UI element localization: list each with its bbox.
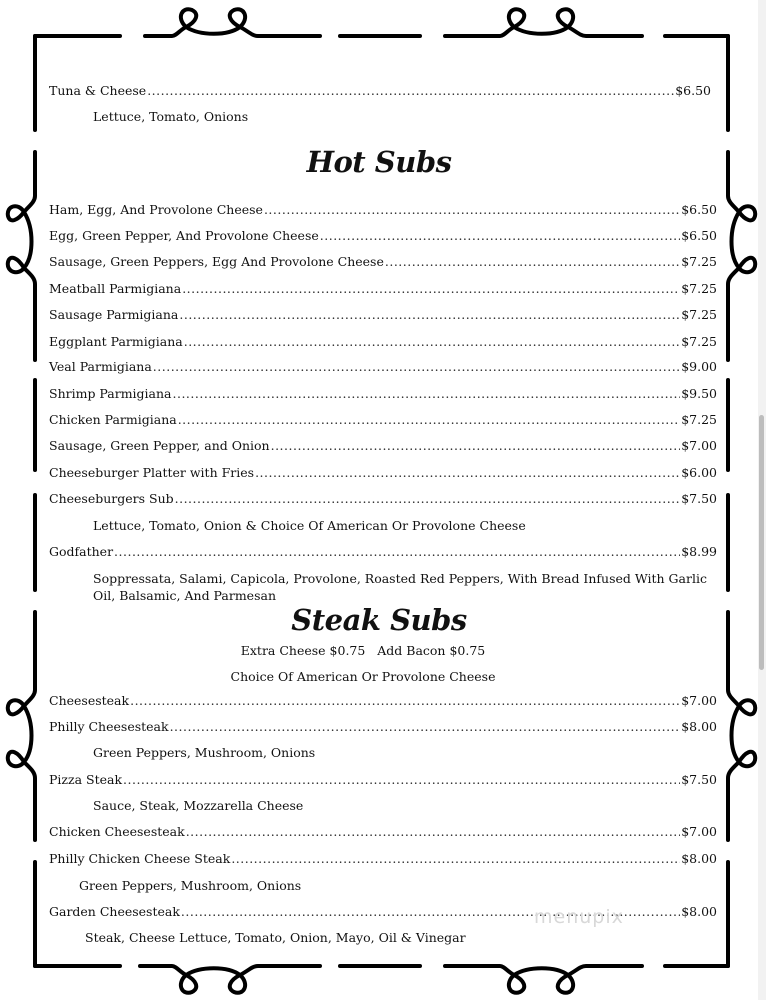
item-price: $9.00	[681, 359, 717, 374]
item-price: $6.50	[681, 202, 717, 217]
item-description: Green Peppers, Mushroom, Onions	[93, 745, 316, 760]
item-name: Godfather	[49, 544, 114, 559]
menu-item	[49, 718, 717, 736]
dot-leader	[123, 771, 680, 789]
menu-item	[49, 306, 717, 324]
item-name: Egg, Green Pepper, And Provolone Cheese	[49, 228, 319, 243]
item-price: $7.00	[681, 438, 717, 453]
item-name: Sausage, Green Peppers, Egg And Provolone Cheese	[49, 254, 384, 269]
item-name: Sausage Parmigiana	[49, 307, 179, 322]
dot-leader	[147, 82, 674, 100]
dot-leader	[385, 253, 680, 271]
menu-item	[49, 771, 717, 789]
dot-leader	[231, 850, 680, 868]
section-title-steak-subs: Steak Subs	[291, 603, 467, 637]
item-description: Steak, Cheese Lettuce, Tomato, Onion, Mayo, Oil & Vinegar	[85, 930, 466, 945]
menu-item	[49, 543, 717, 561]
menu-item	[49, 280, 717, 298]
watermark: menupix	[534, 906, 624, 928]
dot-leader	[320, 227, 680, 245]
item-price: $7.25	[681, 254, 717, 269]
menu-item	[49, 227, 717, 245]
dot-leader	[264, 201, 680, 219]
dot-leader	[173, 385, 681, 403]
item-price: $7.25	[681, 281, 717, 296]
dot-leader	[255, 464, 680, 482]
item-price: $7.50	[681, 772, 717, 787]
menu-item	[49, 437, 717, 455]
item-price: $7.25	[681, 412, 717, 427]
item-name: Philly Cheesesteak	[49, 719, 169, 734]
item-description: Soppressata, Salami, Capicola, Provolone, Roasted Red Peppers, With Bread Infused With Garlic Oil, Balsamic, And Parmesan	[93, 571, 707, 603]
menu-item	[49, 464, 717, 482]
dot-leader	[153, 358, 680, 376]
dot-leader	[186, 823, 681, 841]
item-name: Veal Parmigiana	[49, 359, 152, 374]
item-name: Garden Cheesesteak	[49, 904, 180, 919]
dot-leader	[184, 333, 680, 351]
item-description: Green Peppers, Mushroom, Onions	[79, 878, 302, 893]
item-name: Chicken Cheesesteak	[49, 824, 185, 839]
item-name: Philly Chicken Cheese Steak	[49, 851, 231, 866]
menu-item	[49, 358, 717, 376]
dot-leader	[114, 543, 680, 561]
menu-item	[49, 692, 717, 710]
dot-leader	[271, 437, 681, 455]
item-name: Cheesesteak	[49, 693, 130, 708]
menu-item	[49, 850, 717, 868]
item-name: Ham, Egg, And Provolone Cheese	[49, 202, 263, 217]
item-name: Shrimp Parmigiana	[49, 386, 172, 401]
item-price: $6.00	[681, 465, 717, 480]
item-description: Sauce, Steak, Mozzarella Cheese	[93, 798, 304, 813]
dot-leader	[170, 718, 681, 736]
item-name: Eggplant Parmigiana	[49, 334, 183, 349]
item-price: $8.00	[681, 719, 717, 734]
item-price: $9.50	[681, 386, 717, 401]
item-name: Tuna & Cheese	[49, 83, 147, 98]
item-name: Pizza Steak	[49, 772, 123, 787]
item-price: $6.50	[681, 228, 717, 243]
menu-item	[49, 823, 717, 841]
dot-leader	[178, 411, 681, 429]
item-description: Lettuce, Tomato, Onion & Choice Of American Or Provolone Cheese	[93, 518, 526, 533]
section-title-hot-subs: Hot Subs	[306, 145, 452, 179]
menu-item	[49, 82, 711, 100]
item-price: $7.25	[681, 307, 717, 322]
extras-note: Extra Cheese $0.75 Add Bacon $0.75	[240, 643, 486, 658]
menu-item	[49, 253, 717, 271]
scrollbar[interactable]	[758, 0, 766, 1000]
dot-leader	[175, 490, 681, 508]
item-price: $6.50	[675, 83, 711, 98]
dot-leader	[182, 280, 680, 298]
item-price: $7.50	[681, 491, 717, 506]
item-name: Cheeseburgers Sub	[49, 491, 174, 506]
item-name: Meatball Parmigiana	[49, 281, 182, 296]
item-price: $7.25	[681, 334, 717, 349]
item-price: $8.00	[681, 851, 717, 866]
item-price: $8.00	[681, 904, 717, 919]
item-name: Chicken Parmigiana	[49, 412, 177, 427]
menu-item	[49, 490, 717, 508]
menu-item	[49, 201, 717, 219]
dot-leader	[179, 306, 680, 324]
item-price: $8.99	[681, 544, 717, 559]
menu-item	[49, 385, 717, 403]
scrollbar-thumb[interactable]	[759, 415, 764, 670]
menu-item	[49, 411, 717, 429]
item-description: Lettuce, Tomato, Onions	[93, 109, 249, 124]
dot-leader	[130, 692, 680, 710]
item-price: $7.00	[681, 824, 717, 839]
item-price: $7.00	[681, 693, 717, 708]
cheese-choice-note: Choice Of American Or Provolone Cheese	[230, 669, 496, 684]
menu-item	[49, 333, 717, 351]
item-name: Sausage, Green Pepper, and Onion	[49, 438, 270, 453]
item-name: Cheeseburger Platter with Fries	[49, 465, 255, 480]
